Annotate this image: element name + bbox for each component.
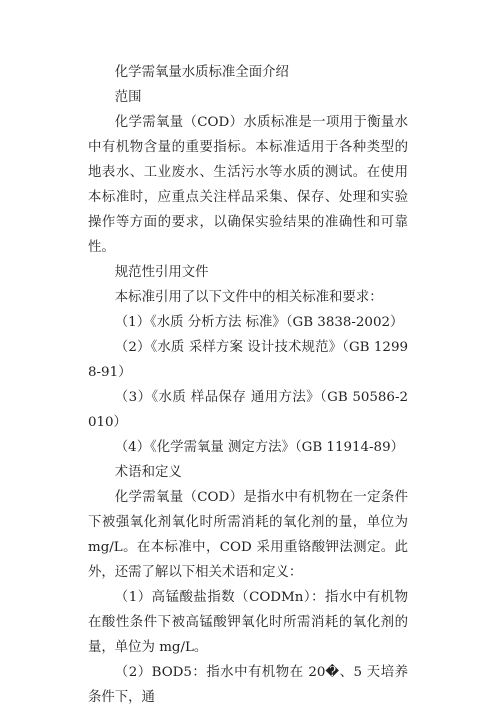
reference-item-3: （3）《水质 样品保存 通用方法》（GB 50586-2010） xyxy=(88,390,408,430)
document-content xyxy=(88,60,408,710)
terms-paragraph: 化学需氧量（COD）是指水中有机物在一定条件下被强氧化剂氧化时所需消耗的氧化剂的量，单位为 mg/L。在本标准中，COD 采用重铬酸钾法测定。此外，还需了解以下相关术语和定义： xyxy=(88,490,408,580)
section-heading-terms: 术语和定义 xyxy=(114,465,182,480)
reference-item-4: （4）《化学需氧量 测定方法》（GB 11914-89） xyxy=(114,440,404,455)
reference-item-2: （2）《水质 采样方案 设计技术规范》（GB 12998-91） xyxy=(88,340,408,380)
term-item-codmn: （1）高锰酸盐指数（CODMn）：指水中有机物在酸性条件下被高锰酸钾氧化时所需消耗的氧化剂的量，单位为 mg/L。 xyxy=(88,590,408,655)
reference-item-1: （1）《水质 分析方法 标准》（GB 3838-2002） xyxy=(114,315,404,330)
section-heading-scope: 范围 xyxy=(114,90,142,105)
term-item-bod5: （2）BOD5：指水中有机物在 20�、5 天培养条件下，通 xyxy=(88,665,408,705)
document-title: 化学需氧量水质标准全面介绍 xyxy=(114,65,289,80)
references-intro: 本标准引用了以下文件中的相关标准和要求： xyxy=(114,290,383,305)
section-heading-references: 规范性引用文件 xyxy=(114,265,209,280)
scope-paragraph: 化学需氧量（COD）水质标准是一项用于衡量水中有机物含量的重要指标。本标准适用于各种类型的地表水、工业废水、生活污水等水质的测试。在使用本标准时，应重点关注样品采集、保存、处理和实验操作等方面的要求，以确保实验结果的准确性和可靠性。 xyxy=(88,115,408,255)
